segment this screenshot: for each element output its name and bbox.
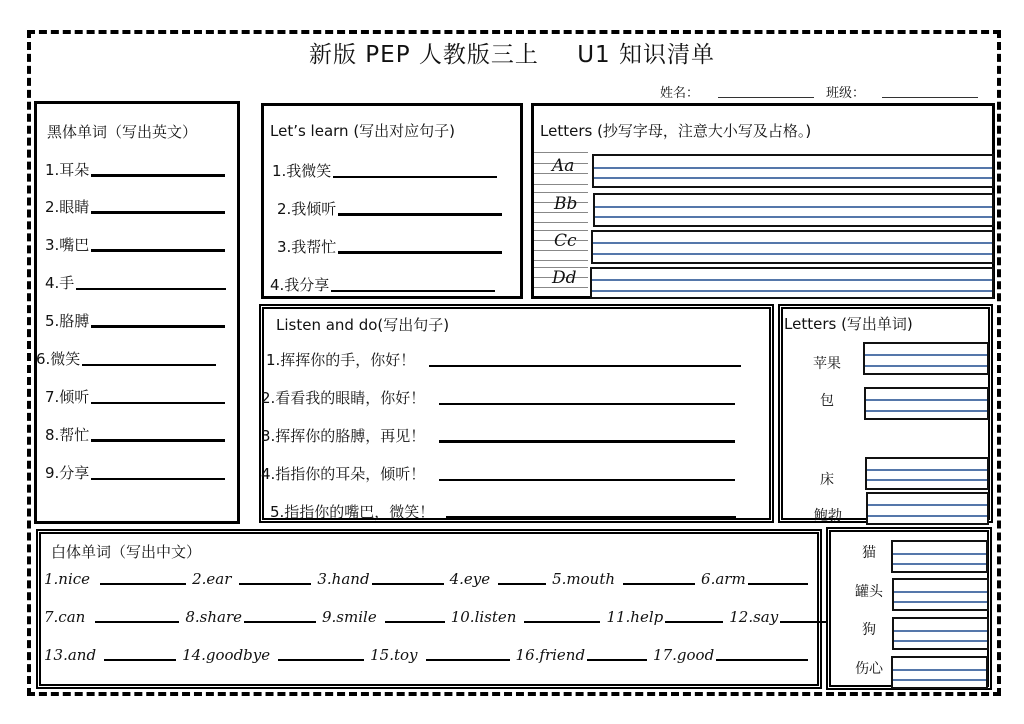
answer-blank[interactable] [439,440,735,443]
guide-line [534,184,588,185]
letter-writing-box[interactable] [591,230,994,264]
answer-blank[interactable] [716,659,808,661]
plain-word: 12.say [729,608,779,626]
name-field [660,82,699,101]
answer-blank[interactable] [338,213,502,216]
writing-line [867,479,987,481]
class-label: 班级： [826,86,866,101]
lets-learn-item [277,198,502,219]
bold-words-section [34,101,240,524]
class-field [826,82,865,101]
bold-word-prompt: 6.微笑 [36,350,81,368]
answer-blank[interactable] [278,659,364,661]
letter-writing-box[interactable] [592,154,994,188]
answer-blank[interactable] [446,516,736,519]
bold-word-prompt: 9.分享 [45,464,90,482]
lets-learn-item [270,274,495,295]
writing-line [593,253,992,255]
lets-learn-heading: Let’s learn (写出对应句子) [270,122,456,140]
answer-blank[interactable] [780,621,826,623]
plain-word: 14.goodbye [182,646,271,664]
listen-do-prompt: 2.看看我的眼睛，你好！ [261,389,426,407]
extra-words-section [826,527,992,690]
word-prompt: 伤心 [855,661,883,677]
listen-do-item [261,425,735,446]
listen-do-prompt: 4.指指你的耳朵，倾听！ [261,465,426,483]
writing-line [592,279,992,281]
lets-learn-prompt: 3.我帮忙 [277,238,337,256]
answer-blank[interactable] [748,583,808,585]
answer-blank[interactable] [76,288,226,290]
name-input[interactable] [718,97,814,98]
plain-word: 10.listen [450,608,517,626]
listen-do-item [261,463,735,484]
plain-word: 13.and [44,646,97,664]
word-writing-box[interactable] [892,617,989,650]
bold-word-prompt: 3.嘴巴 [45,236,90,254]
lets-learn-prompt: 1.我微笑 [272,162,332,180]
listen-do-prompt: 3.挥挥你的胳膊，再见！ [261,427,426,445]
letter-sample: Aa [552,156,575,176]
answer-blank[interactable] [91,325,225,328]
answer-blank[interactable] [82,364,216,366]
answer-blank[interactable] [244,621,316,623]
writing-line [867,469,987,471]
letters-words-section [778,304,993,523]
writing-line [594,177,992,179]
answer-blank[interactable] [426,659,510,661]
writing-line [893,669,986,671]
listen-do-item [266,349,741,370]
bold-word-prompt: 7.倾听 [45,388,90,406]
answer-blank[interactable] [372,583,444,585]
writing-line [893,553,986,555]
lets-learn-item [272,160,497,181]
plain-words-row-1 [44,570,814,588]
bold-word-prompt: 8.帮忙 [45,426,90,444]
plain-word: 16.friend [515,646,586,664]
answer-blank[interactable] [91,439,225,442]
answer-blank[interactable] [91,402,225,404]
writing-line [894,640,987,642]
plain-words-row-2 [44,608,832,626]
writing-line [868,504,987,506]
plain-word: 7.can [44,608,86,626]
plain-word: 8.share [185,608,242,626]
plain-word: 11.help [606,608,664,626]
writing-line [866,410,987,412]
lets-learn-prompt: 4.我分享 [270,276,330,294]
plain-word: 2.ear [192,570,232,588]
page-title [0,36,1024,69]
answer-blank[interactable] [587,659,647,661]
guide-line [534,152,588,153]
writing-line [893,563,986,565]
lets-learn-section [261,103,523,299]
plain-word: 1.nice [44,570,91,588]
bold-word-prompt: 2.眼睛 [45,198,90,216]
answer-blank[interactable] [439,479,735,481]
answer-blank[interactable] [331,290,495,292]
letter-sample: Dd [552,268,577,288]
word-writing-box[interactable] [891,656,988,689]
word-writing-box[interactable] [865,457,989,490]
writing-line [866,399,987,401]
class-input[interactable] [882,97,978,98]
plain-word: 9.smile [322,608,377,626]
answer-blank[interactable] [498,583,546,585]
answer-blank[interactable] [91,211,225,214]
writing-line [595,216,992,218]
letter-sample: Bb [554,194,578,214]
word-prompt: 包 [820,393,834,409]
plain-word: 17.good [653,646,715,664]
bold-word-prompt: 5.胳膊 [45,312,90,330]
plain-word: 15.toy [370,646,418,664]
bold-word-item [45,196,225,217]
bold-word-item [45,386,225,407]
letter-writing-box[interactable] [590,267,994,299]
word-prompt: 鲍勃 [814,508,842,524]
listen-do-prompt: 1.挥挥你的手，你好！ [266,351,416,369]
word-prompt: 罐头 [855,584,883,600]
letter-sample: Cc [554,231,577,251]
listen-and-do-heading: Listen and do(写出句子) [276,316,450,334]
bold-word-item [45,159,225,180]
word-writing-box[interactable] [863,342,989,375]
letters-copy-heading: Letters (抄写字母，注意大小写及占格。) [540,122,812,140]
word-writing-box[interactable] [864,387,989,420]
letter-writing-box[interactable] [593,193,994,227]
plain-words-row-3 [44,646,814,664]
guide-line [534,260,588,261]
answer-blank[interactable] [95,621,179,623]
plain-words-heading: 白体单词（写出中文） [51,543,202,561]
bold-word-item [45,424,225,445]
writing-line [865,365,987,367]
plain-word: 4.eye [449,570,491,588]
answer-blank[interactable] [91,478,225,480]
bold-word-prompt: 4.手 [45,274,75,292]
writing-line [595,206,992,208]
word-writing-box[interactable] [892,578,989,611]
word-prompt: 猫 [862,545,876,561]
bold-word-item [45,462,225,483]
bold-word-prompt: 1.耳朵 [45,161,90,179]
answer-blank[interactable] [665,621,723,623]
answer-blank[interactable] [104,659,176,661]
writing-line [894,591,987,593]
letters-copy-section [531,103,995,299]
writing-line [594,167,992,169]
word-writing-box[interactable] [891,540,988,573]
answer-blank[interactable] [623,583,695,585]
answer-blank[interactable] [91,174,225,177]
writing-line [894,630,987,632]
bold-word-item [45,310,225,331]
word-prompt: 苹果 [813,356,841,372]
listen-and-do-section [259,304,774,523]
answer-blank[interactable] [385,621,445,623]
guide-line [534,222,588,223]
name-label: 姓名： [660,86,700,101]
writing-line [894,601,987,603]
answer-blank[interactable] [338,251,502,254]
bold-word-item [45,234,225,255]
word-prompt: 床 [820,472,834,488]
bold-word-item [36,348,216,369]
lets-learn-item [277,236,502,257]
listen-do-prompt: 5.指指你的嘴巴，微笑！ [270,503,435,521]
plain-word: 6.arm [701,570,746,588]
answer-blank[interactable] [524,621,600,623]
writing-line [593,242,992,244]
answer-blank[interactable] [100,583,186,585]
plain-word: 3.hand [317,570,370,588]
plain-word: 5.mouth [552,570,616,588]
answer-blank[interactable] [439,403,735,405]
answer-blank[interactable] [333,176,497,178]
writing-line [865,354,987,356]
letters-words-heading: Letters (写出单词) [784,315,913,333]
word-prompt: 狗 [862,622,876,638]
listen-do-item [261,387,735,408]
listen-do-item [270,501,736,522]
bold-word-item [45,272,226,293]
answer-blank[interactable] [91,249,225,252]
title-text: 新版 PEP 人教版三上 [309,42,539,68]
writing-line [868,515,987,517]
writing-line [592,290,992,292]
unit-title: U1 知识清单 [577,42,715,68]
bold-words-heading: 黑体单词（写出英文） [47,123,198,141]
answer-blank[interactable] [429,365,741,367]
lets-learn-prompt: 2.我倾听 [277,200,337,218]
answer-blank[interactable] [239,583,311,585]
writing-line [893,679,986,681]
guide-line [534,192,588,193]
word-writing-box[interactable] [866,492,989,525]
